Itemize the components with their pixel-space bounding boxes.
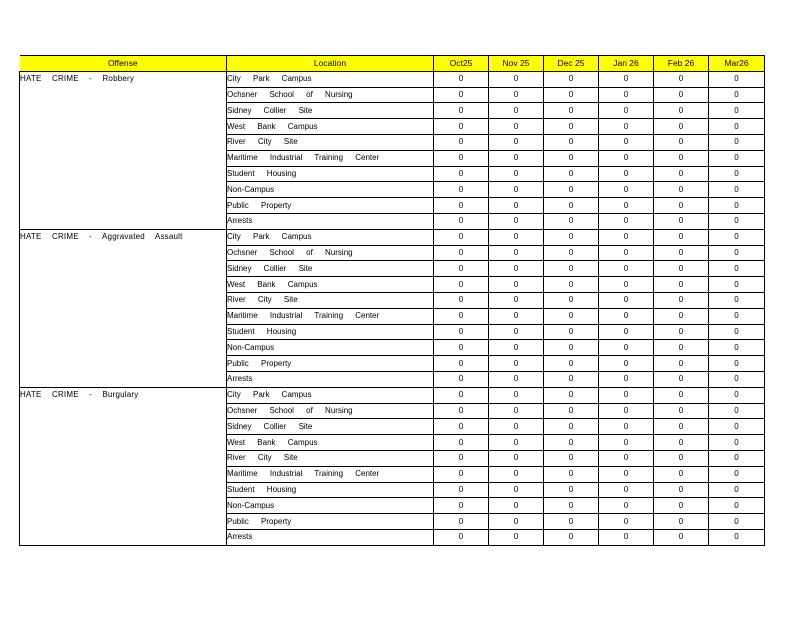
count-cell: 0 (489, 134, 544, 150)
count-cell: 0 (544, 213, 599, 229)
location-cell: Non-Campus (227, 498, 434, 514)
count-cell: 0 (599, 166, 654, 182)
count-cell: 0 (599, 103, 654, 119)
count-cell: 0 (654, 308, 709, 324)
count-cell: 0 (434, 292, 489, 308)
count-cell: 0 (434, 498, 489, 514)
count-cell: 0 (654, 387, 709, 403)
count-cell: 0 (709, 466, 765, 482)
count-cell: 0 (489, 119, 544, 135)
count-cell: 0 (489, 482, 544, 498)
count-cell: 0 (599, 403, 654, 419)
count-cell: 0 (489, 387, 544, 403)
count-cell: 0 (434, 403, 489, 419)
offense-cell: HATE CRIME - Aggravated Assault (20, 229, 227, 387)
count-cell: 0 (709, 245, 765, 261)
location-cell: Non-Campus (227, 182, 434, 198)
count-cell: 0 (544, 356, 599, 372)
location-cell: City Park Campus (227, 229, 434, 245)
count-cell: 0 (489, 245, 544, 261)
count-cell: 0 (599, 419, 654, 435)
location-cell: Student Housing (227, 482, 434, 498)
count-cell: 0 (489, 371, 544, 387)
count-cell: 0 (654, 166, 709, 182)
count-cell: 0 (654, 198, 709, 214)
count-cell: 0 (489, 324, 544, 340)
count-cell: 0 (434, 245, 489, 261)
count-cell: 0 (544, 435, 599, 451)
count-cell: 0 (709, 387, 765, 403)
count-cell: 0 (709, 356, 765, 372)
count-cell: 0 (489, 419, 544, 435)
count-cell: 0 (544, 245, 599, 261)
count-cell: 0 (489, 182, 544, 198)
count-cell: 0 (434, 261, 489, 277)
count-cell: 0 (654, 482, 709, 498)
count-cell: 0 (434, 340, 489, 356)
count-cell: 0 (599, 261, 654, 277)
count-cell: 0 (654, 103, 709, 119)
month-column-header: Nov 25 (489, 56, 544, 72)
month-column-header: Jan 26 (599, 56, 654, 72)
location-cell: River City Site (227, 292, 434, 308)
count-cell: 0 (434, 356, 489, 372)
location-column-header: Location (227, 56, 434, 72)
count-cell: 0 (489, 71, 544, 87)
count-cell: 0 (544, 277, 599, 293)
location-cell: Maritime Industrial Training Center (227, 150, 434, 166)
count-cell: 0 (599, 182, 654, 198)
count-cell: 0 (434, 529, 489, 545)
count-cell: 0 (709, 229, 765, 245)
count-cell: 0 (544, 134, 599, 150)
offense-column-header: Offense (20, 56, 227, 72)
count-cell: 0 (654, 245, 709, 261)
count-cell: 0 (544, 308, 599, 324)
count-cell: 0 (599, 292, 654, 308)
count-cell: 0 (544, 324, 599, 340)
location-cell: City Park Campus (227, 71, 434, 87)
count-cell: 0 (709, 134, 765, 150)
count-cell: 0 (599, 466, 654, 482)
count-cell: 0 (709, 261, 765, 277)
count-cell: 0 (709, 529, 765, 545)
count-cell: 0 (654, 450, 709, 466)
count-cell: 0 (544, 498, 599, 514)
count-cell: 0 (709, 87, 765, 103)
count-cell: 0 (654, 87, 709, 103)
count-cell: 0 (489, 277, 544, 293)
count-cell: 0 (599, 245, 654, 261)
count-cell: 0 (434, 103, 489, 119)
count-cell: 0 (654, 324, 709, 340)
count-cell: 0 (599, 324, 654, 340)
count-cell: 0 (599, 387, 654, 403)
count-cell: 0 (599, 277, 654, 293)
offense-cell: HATE CRIME - Burgulary (20, 387, 227, 545)
location-cell: Public Property (227, 514, 434, 530)
month-column-header: Dec 25 (544, 56, 599, 72)
count-cell: 0 (654, 419, 709, 435)
location-cell: Ochsner School of Nursing (227, 87, 434, 103)
count-cell: 0 (654, 229, 709, 245)
count-cell: 0 (709, 119, 765, 135)
count-cell: 0 (709, 435, 765, 451)
location-cell: City Park Campus (227, 387, 434, 403)
count-cell: 0 (434, 466, 489, 482)
location-cell: Student Housing (227, 166, 434, 182)
count-cell: 0 (434, 134, 489, 150)
table-row (20, 229, 765, 245)
count-cell: 0 (544, 103, 599, 119)
location-cell: River City Site (227, 134, 434, 150)
location-cell: Sidney Collier Site (227, 103, 434, 119)
count-cell: 0 (709, 166, 765, 182)
count-cell: 0 (544, 529, 599, 545)
location-cell: Maritime Industrial Training Center (227, 308, 434, 324)
count-cell: 0 (709, 324, 765, 340)
count-cell: 0 (489, 435, 544, 451)
count-cell: 0 (654, 134, 709, 150)
month-column-header: Feb 26 (654, 56, 709, 72)
count-cell: 0 (709, 103, 765, 119)
count-cell: 0 (434, 308, 489, 324)
count-cell: 0 (489, 466, 544, 482)
count-cell: 0 (489, 498, 544, 514)
count-cell: 0 (434, 166, 489, 182)
count-cell: 0 (709, 450, 765, 466)
count-cell: 0 (489, 261, 544, 277)
count-cell: 0 (544, 261, 599, 277)
count-cell: 0 (544, 119, 599, 135)
count-cell: 0 (434, 87, 489, 103)
count-cell: 0 (709, 277, 765, 293)
count-cell: 0 (654, 119, 709, 135)
table-row (20, 387, 765, 403)
count-cell: 0 (599, 482, 654, 498)
count-cell: 0 (654, 213, 709, 229)
count-cell: 0 (654, 514, 709, 530)
count-cell: 0 (654, 356, 709, 372)
count-cell: 0 (599, 134, 654, 150)
location-cell: Maritime Industrial Training Center (227, 466, 434, 482)
location-cell: Public Property (227, 198, 434, 214)
count-cell: 0 (489, 87, 544, 103)
count-cell: 0 (489, 292, 544, 308)
location-cell: River City Site (227, 450, 434, 466)
count-cell: 0 (599, 514, 654, 530)
location-cell: Student Housing (227, 324, 434, 340)
count-cell: 0 (544, 71, 599, 87)
count-cell: 0 (599, 87, 654, 103)
count-cell: 0 (599, 498, 654, 514)
count-cell: 0 (654, 71, 709, 87)
count-cell: 0 (544, 387, 599, 403)
location-cell: Arrests (227, 529, 434, 545)
count-cell: 0 (709, 419, 765, 435)
count-cell: 0 (599, 229, 654, 245)
count-cell: 0 (599, 71, 654, 87)
table-body (20, 71, 765, 545)
count-cell: 0 (654, 403, 709, 419)
count-cell: 0 (654, 182, 709, 198)
count-cell: 0 (599, 529, 654, 545)
count-cell: 0 (489, 403, 544, 419)
count-cell: 0 (544, 292, 599, 308)
count-cell: 0 (544, 419, 599, 435)
table-header-row (20, 56, 765, 72)
count-cell: 0 (709, 482, 765, 498)
count-cell: 0 (489, 340, 544, 356)
count-cell: 0 (654, 261, 709, 277)
count-cell: 0 (544, 150, 599, 166)
count-cell: 0 (544, 229, 599, 245)
count-cell: 0 (489, 229, 544, 245)
count-cell: 0 (709, 308, 765, 324)
location-cell: Public Property (227, 356, 434, 372)
count-cell: 0 (434, 419, 489, 435)
count-cell: 0 (489, 308, 544, 324)
location-cell: Non-Campus (227, 340, 434, 356)
count-cell: 0 (654, 340, 709, 356)
count-cell: 0 (434, 198, 489, 214)
count-cell: 0 (709, 514, 765, 530)
count-cell: 0 (709, 150, 765, 166)
count-cell: 0 (489, 529, 544, 545)
count-cell: 0 (544, 166, 599, 182)
count-cell: 0 (599, 213, 654, 229)
count-cell: 0 (489, 213, 544, 229)
count-cell: 0 (544, 198, 599, 214)
count-cell: 0 (434, 450, 489, 466)
count-cell: 0 (434, 71, 489, 87)
count-cell: 0 (434, 514, 489, 530)
count-cell: 0 (544, 450, 599, 466)
count-cell: 0 (489, 450, 544, 466)
location-cell: Sidney Collier Site (227, 419, 434, 435)
month-column-header: Mar26 (709, 56, 765, 72)
location-cell: West Bank Campus (227, 435, 434, 451)
count-cell: 0 (544, 340, 599, 356)
location-cell: Arrests (227, 213, 434, 229)
count-cell: 0 (709, 213, 765, 229)
count-cell: 0 (544, 514, 599, 530)
month-column-header: Oct25 (434, 56, 489, 72)
count-cell: 0 (489, 166, 544, 182)
count-cell: 0 (599, 435, 654, 451)
count-cell: 0 (544, 182, 599, 198)
count-cell: 0 (654, 371, 709, 387)
count-cell: 0 (709, 403, 765, 419)
count-cell: 0 (489, 356, 544, 372)
count-cell: 0 (654, 435, 709, 451)
location-cell: West Bank Campus (227, 277, 434, 293)
count-cell: 0 (544, 482, 599, 498)
count-cell: 0 (654, 150, 709, 166)
count-cell: 0 (599, 371, 654, 387)
offense-cell: HATE CRIME - Robbery (20, 71, 227, 229)
count-cell: 0 (709, 371, 765, 387)
count-cell: 0 (599, 340, 654, 356)
count-cell: 0 (434, 277, 489, 293)
count-cell: 0 (654, 466, 709, 482)
count-cell: 0 (654, 498, 709, 514)
count-cell: 0 (709, 292, 765, 308)
count-cell: 0 (709, 198, 765, 214)
count-cell: 0 (709, 182, 765, 198)
count-cell: 0 (434, 119, 489, 135)
count-cell: 0 (434, 371, 489, 387)
count-cell: 0 (709, 340, 765, 356)
count-cell: 0 (434, 229, 489, 245)
count-cell: 0 (489, 198, 544, 214)
location-cell: West Bank Campus (227, 119, 434, 135)
count-cell: 0 (654, 277, 709, 293)
count-cell: 0 (434, 435, 489, 451)
table-row (20, 71, 765, 87)
hate-crime-statistics-table (19, 55, 765, 546)
count-cell: 0 (489, 103, 544, 119)
count-cell: 0 (544, 371, 599, 387)
count-cell: 0 (544, 403, 599, 419)
count-cell: 0 (599, 308, 654, 324)
count-cell: 0 (654, 292, 709, 308)
count-cell: 0 (709, 71, 765, 87)
count-cell: 0 (434, 150, 489, 166)
location-cell: Ochsner School of Nursing (227, 245, 434, 261)
count-cell: 0 (434, 482, 489, 498)
count-cell: 0 (599, 450, 654, 466)
count-cell: 0 (489, 150, 544, 166)
count-cell: 0 (434, 213, 489, 229)
location-cell: Sidney Collier Site (227, 261, 434, 277)
location-cell: Arrests (227, 371, 434, 387)
count-cell: 0 (599, 119, 654, 135)
count-cell: 0 (544, 466, 599, 482)
location-cell: Ochsner School of Nursing (227, 403, 434, 419)
count-cell: 0 (599, 356, 654, 372)
count-cell: 0 (434, 324, 489, 340)
count-cell: 0 (709, 498, 765, 514)
count-cell: 0 (434, 387, 489, 403)
count-cell: 0 (599, 198, 654, 214)
count-cell: 0 (654, 529, 709, 545)
count-cell: 0 (434, 182, 489, 198)
count-cell: 0 (544, 87, 599, 103)
count-cell: 0 (489, 514, 544, 530)
count-cell: 0 (599, 150, 654, 166)
